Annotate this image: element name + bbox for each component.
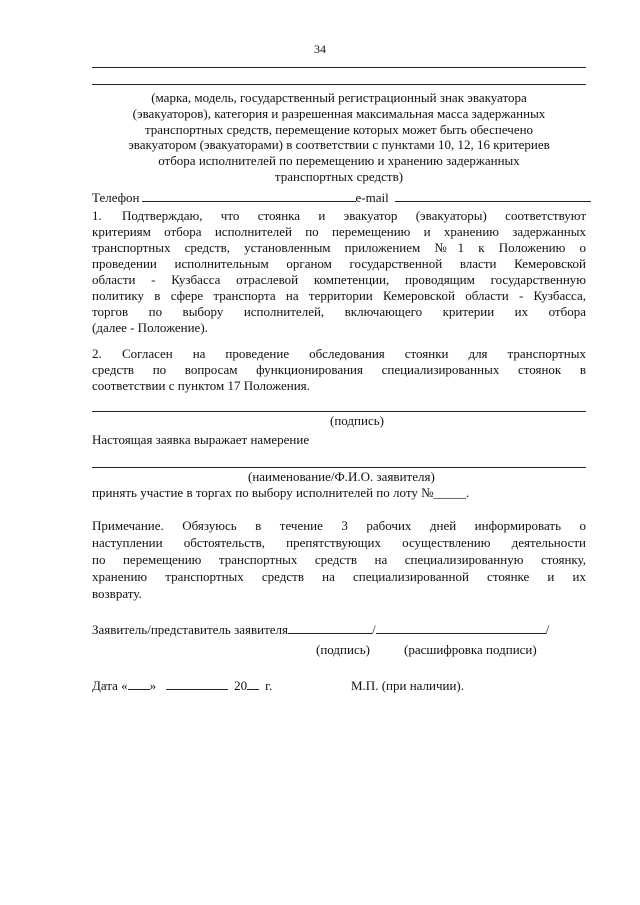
lot-text: принять участие в торгах по выбору исполнителей по лоту № — [92, 485, 434, 500]
intent-text: Настоящая заявка выражает намерение — [92, 432, 310, 447]
item2-line: соответствии с пунктом 17 Положения. — [92, 378, 310, 393]
item1-line: области - Кузбасса отраслевой компетенции, проводящим государственную — [92, 272, 586, 287]
note-line: Примечание. Обязуюсь в течение 3 рабочих дней информировать о — [92, 518, 586, 533]
item1-line: торгов по выбору исполнителей, включающего критерии их отбора — [92, 304, 586, 319]
signature-caption: (подпись) — [330, 413, 384, 428]
phone-label: Телефон — [92, 190, 140, 205]
signature-decode-field[interactable] — [376, 622, 546, 634]
email-label: e-mail — [355, 190, 389, 205]
date-row: Дата « » 20 г. М.П. (при наличии). — [92, 678, 465, 693]
day-field[interactable] — [128, 678, 150, 690]
item1-line: 1. Подтверждаю, что стоянка и эвакуатор (эвакуаторы) соответствуют — [92, 208, 586, 223]
caption-line: транспортных средств, перемещение которых может быть обеспечено — [144, 121, 534, 137]
contacts-row — [92, 190, 586, 206]
item1-line: критериям отбора исполнителей по перемещению и хранению задержанных — [92, 224, 586, 239]
item1-line: политику в сфере транспорта на территории Кемеровской области - Кузбасса, — [92, 288, 586, 303]
page-number: 34 — [314, 42, 326, 56]
lot-row — [92, 485, 586, 501]
item2-number: 2. — [92, 346, 102, 361]
caption-line: (эвакуаторов), категория и разрешенная максимальная масса задержанных — [132, 105, 546, 121]
stamp-note: М.П. (при наличии). — [351, 678, 465, 693]
sign-caption: (подпись) — [316, 642, 370, 657]
month-field[interactable] — [166, 678, 228, 690]
item1-number: 1. — [92, 208, 102, 223]
applicant-signature-row: Заявитель/представитель заявителя / / — [92, 622, 550, 637]
decode-caption: (расшифровка подписи) — [404, 642, 537, 657]
year-field[interactable] — [247, 678, 259, 690]
caption-line: (марка, модель, государственный регистрационный знак эвакуатора — [151, 90, 527, 105]
carrier-caption — [92, 90, 586, 185]
phone-field[interactable] — [142, 190, 356, 202]
note-line: наступлении обстоятельств, препятствующих осуществлению деятельности — [92, 535, 586, 550]
item1-line: (далее - Положение). — [92, 320, 208, 335]
email-field[interactable] — [395, 190, 591, 202]
item1-line: транспортных средств, установленным приложением №1 к Положению о — [92, 240, 586, 255]
fill-line — [92, 67, 586, 68]
note-line: по перемещению транспортных средств на специализированную стоянку, — [92, 552, 586, 567]
lot-number-field[interactable]: _____. — [433, 485, 470, 500]
caption-line: транспортных средств) — [274, 168, 404, 184]
note-line: хранению транспортных средств на специализированной стоянке и их — [92, 569, 586, 584]
fill-line — [92, 84, 586, 85]
caption-line: отбора исполнителей по перемещению и хранению задержанных — [158, 153, 520, 169]
applicant-signature-label: Заявитель/представитель заявителя — [92, 622, 288, 637]
signature-line — [92, 411, 586, 412]
applicant-caption: (наименование/Ф.И.О. заявителя) — [248, 469, 435, 484]
applicant-line — [92, 467, 586, 468]
signature-field[interactable] — [288, 622, 372, 634]
note-line: возврату. — [92, 586, 142, 601]
item1-line: проведении исполнительным органом государственной власти Кемеровской — [92, 256, 586, 271]
date-label: Дата « — [92, 678, 128, 693]
item2-line: средств по вопросам функционирования специализированных стоянок в — [92, 362, 586, 377]
caption-line: эвакуатором (эвакуаторами) в соответствии с пунктами 10, 12, 16 критериев — [128, 137, 550, 153]
item2-line: 2. Согласен на проведение обследования стоянки для транспортных — [92, 346, 586, 361]
